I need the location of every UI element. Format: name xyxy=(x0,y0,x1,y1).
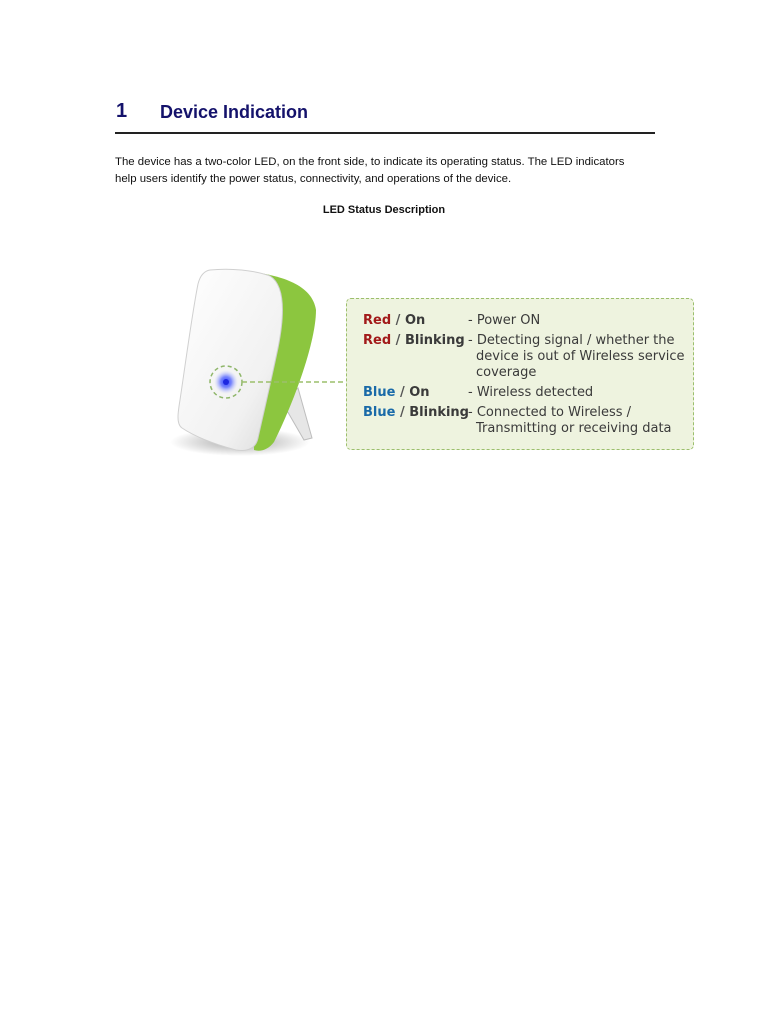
section-header xyxy=(115,98,655,134)
legend-color-word: Red xyxy=(363,333,392,348)
legend-state: Blinking xyxy=(409,405,469,420)
legend-desc-line: - Wireless detected xyxy=(468,385,594,400)
section-title: Device Indication xyxy=(160,102,309,122)
led-status-figure xyxy=(170,262,700,458)
led-indicator-icon xyxy=(223,379,229,385)
legend-color-word: Red xyxy=(363,313,392,328)
legend-separator: / xyxy=(395,405,410,420)
legend-desc-line: - Connected to Wireless / xyxy=(468,405,632,420)
section-number: 1 xyxy=(116,100,128,122)
legend-desc-line: device is out of Wireless service xyxy=(476,349,685,364)
body-line: The device has a two-color LED, on the front side, to indicate its operating status. The LED indicators xyxy=(115,156,625,168)
legend-desc-line: coverage xyxy=(476,365,537,380)
legend-separator: / xyxy=(395,385,410,400)
legend-desc-line: - Detecting signal / whether the xyxy=(468,333,675,348)
legend-description xyxy=(468,313,690,329)
legend-key xyxy=(363,405,469,420)
legend-key xyxy=(363,385,430,400)
legend-description xyxy=(468,333,690,381)
legend-desc-line: Transmitting or receiving data xyxy=(476,421,672,436)
legend-desc-line: - Power ON xyxy=(468,313,541,328)
legend-separator: / xyxy=(391,333,405,348)
legend-description xyxy=(468,385,690,401)
legend-state: Blinking xyxy=(404,333,465,348)
legend-description xyxy=(468,405,690,437)
led-legend xyxy=(346,298,694,450)
legend-key xyxy=(363,333,465,348)
legend-color-word: Blue xyxy=(363,405,396,420)
figure-caption: LED Status Description xyxy=(322,204,446,216)
device-illustration xyxy=(170,262,350,458)
legend-separator: / xyxy=(391,313,405,328)
section-divider xyxy=(115,132,655,134)
legend-color-word: Blue xyxy=(363,385,396,400)
legend-state: On xyxy=(404,313,426,328)
legend-state: On xyxy=(409,385,430,400)
body-paragraph xyxy=(115,154,660,188)
body-line: help users identify the power status, connectivity, and operations of the device. xyxy=(115,173,512,185)
legend-key xyxy=(363,313,425,328)
